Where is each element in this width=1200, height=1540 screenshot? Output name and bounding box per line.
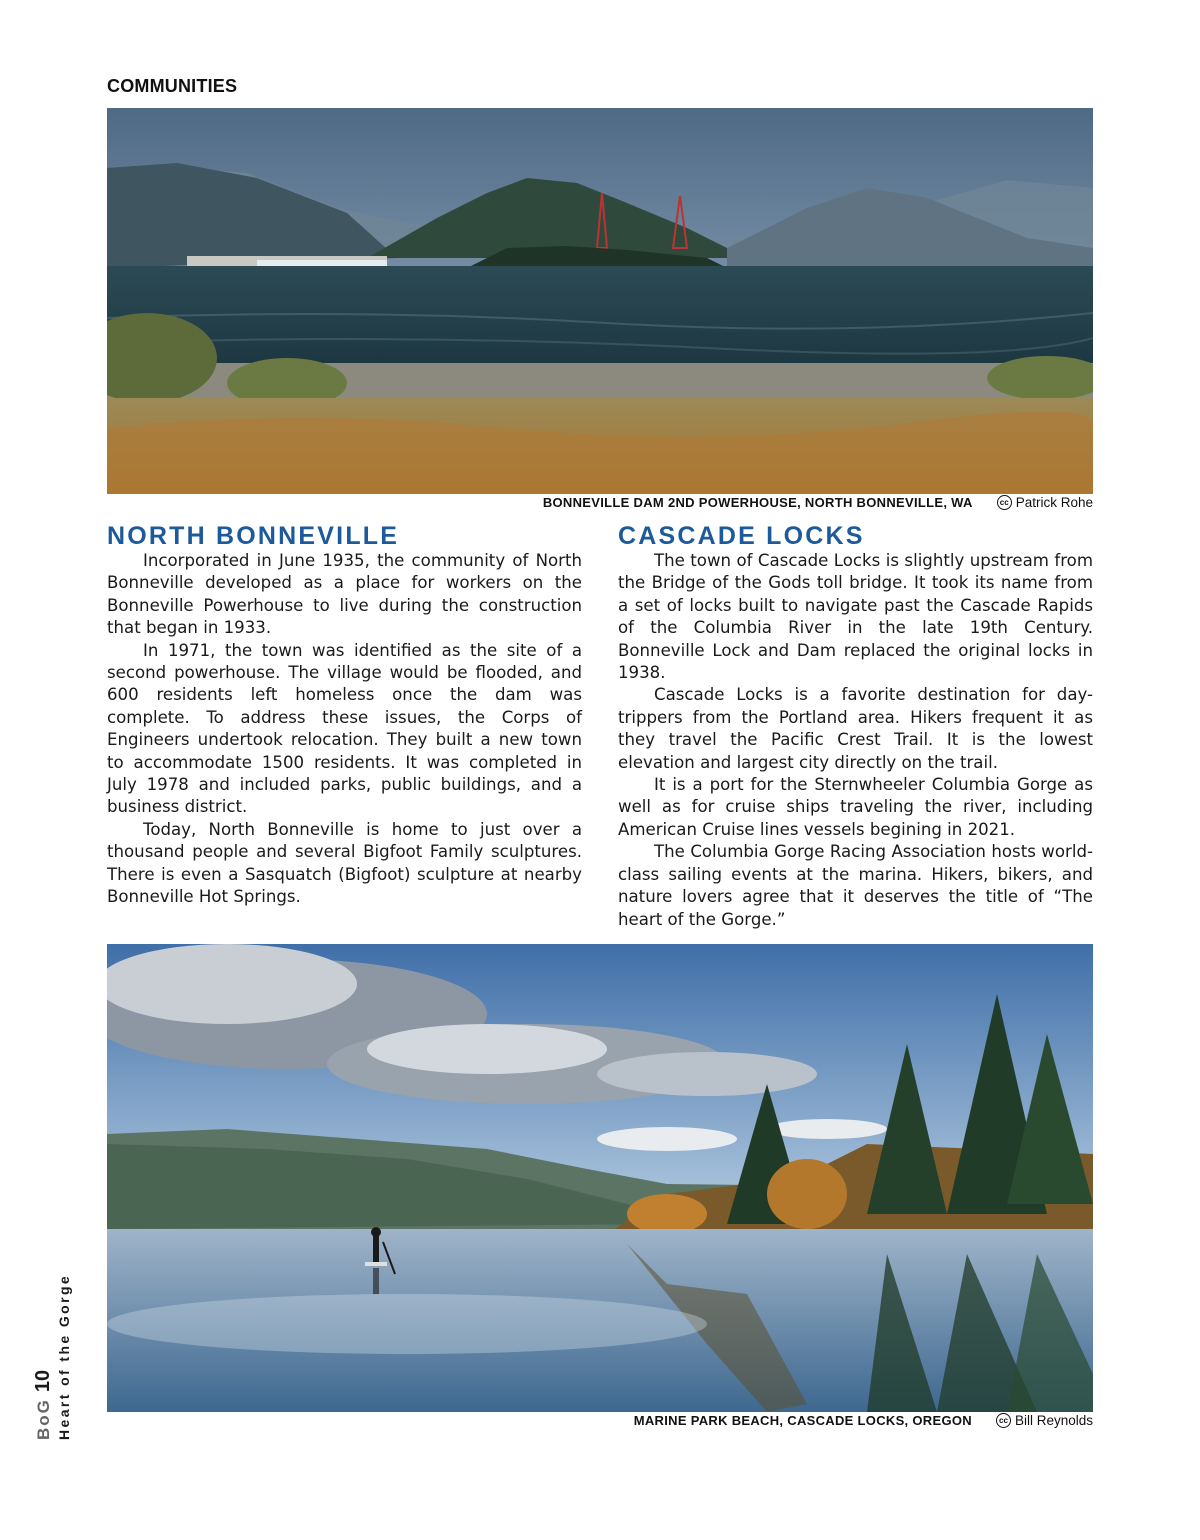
photo-credit: Bill Reynolds [1014, 1413, 1093, 1428]
page-footer [32, 1370, 55, 1440]
paragraph: The Columbia Gorge Racing Association hosts world-class sailing events at the marina. Hikers, bikers, and nature lovers agree that it deserves the title of “The heart of the Gorge.” [618, 842, 1093, 929]
photo-caption-bottom [634, 1413, 1093, 1428]
creative-commons-icon: cc [997, 495, 1012, 510]
caption-text: MARINE PARK BEACH, CASCADE LOCKS, OREGON [633, 1413, 972, 1428]
caption-text: BONNEVILLE DAM 2ND POWERHOUSE, NORTH BONNEVILLE, WA [542, 495, 973, 510]
photo-credit: Patrick Rohe [1015, 495, 1093, 510]
publication-title: Heart of the Gorge [56, 1273, 72, 1440]
paragraph: Incorporated in June 1935, the community of North Bonneville developed as a place for workers on the Bonneville Powerhouse to live during the construction that began in 1933. [107, 551, 582, 638]
photo-bonneville-dam [107, 108, 1093, 494]
article-body [618, 550, 1093, 931]
paragraph: In 1971, the town was identified as the site of a second powerhouse. The village would be flooded, and 600 residents left homeless once the dam was complete. To address these issues, the Corps of Engineers undertook relocation. They built a new town to accommodate 1500 residents. It was completed in July 1978 and included parks, public buildings, and a business district. [107, 640, 582, 817]
paragraph: The town of Cascade Locks is slightly upstream from the Bridge of the Gods toll bridge. It took its name from a set of locks built to navigate past the Cascade Rapids of the Columbia River in the late 19th Century. Bonneville Lock and Dam replaced the original locks in 1938. [618, 551, 1093, 683]
creative-commons-icon: cc [996, 1413, 1011, 1428]
paragraph: Today, North Bonneville is home to just over a thousand people and several Bigfoot Family sculptures. There is even a Sasquatch (Bigfoot) sculpture at nearby Bonneville Hot Springs. [107, 819, 582, 907]
article-heading: NORTH BONNEVILLE [107, 522, 400, 550]
paragraph: Cascade Locks is a favorite destination for day-trippers from the Portland area. Hikers frequent it as they travel the Pacific Crest Trail. It is the lowest elevation and largest city directly on the trail. [618, 685, 1093, 772]
photo-marine-park-beach [107, 944, 1093, 1412]
article-cascade-locks [618, 522, 1093, 931]
article-north-bonneville [107, 522, 582, 909]
publication-mark: BoG [34, 1398, 53, 1440]
article-heading: CASCADE LOCKS [618, 522, 865, 550]
paragraph: It is a port for the Sternwheeler Columbia Gorge as well as for cruise ships traveling the river, including American Cruise lines vessels begining in 2021. [618, 775, 1093, 839]
page-number: 10 [32, 1369, 54, 1393]
article-body [107, 550, 582, 909]
footer-title-wrap [56, 1274, 74, 1440]
section-label: COMMUNITIES [107, 76, 238, 96]
photo-caption-top [543, 495, 1093, 510]
